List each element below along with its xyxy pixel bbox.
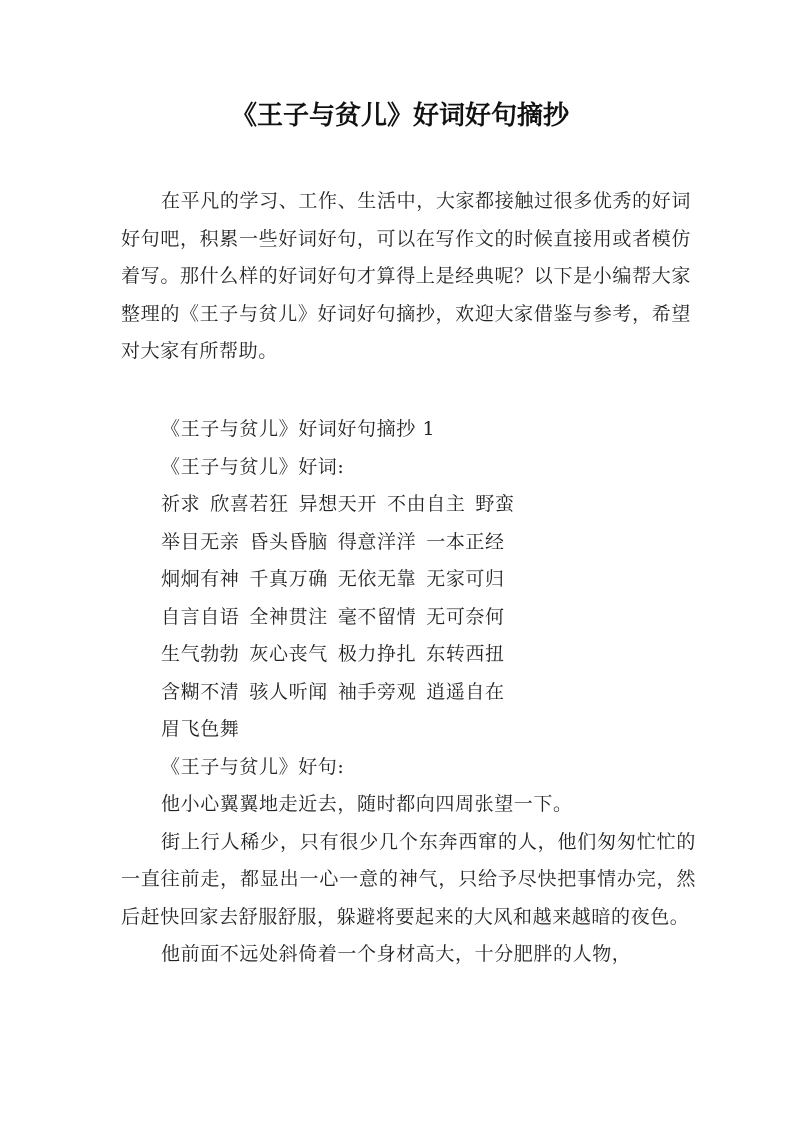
words-heading: 《王子与贫儿》好词:	[161, 455, 345, 478]
word-row	[121, 711, 696, 749]
document-title: 《王子与贫儿》好词好句摘抄	[230, 101, 569, 131]
word-item: 毫不留情	[337, 605, 417, 628]
word-item: 东转西扭	[426, 643, 505, 665]
word-row	[121, 636, 696, 674]
word-row	[121, 674, 696, 712]
word-item: 逍遥自在	[426, 680, 505, 703]
word-item: 灰心丧气	[249, 643, 328, 665]
word-item: 得意洋洋	[337, 530, 417, 553]
word-item: 一本正经	[426, 530, 505, 553]
word-item: 昏头昏脑	[249, 530, 328, 553]
word-item: 袖手旁观	[337, 680, 417, 703]
word-item: 无家可归	[426, 568, 505, 590]
content-body	[121, 411, 696, 974]
sentence-paragraph: 他小心翼翼地走近去，随时都向四周张望一下。	[161, 793, 573, 815]
word-item: 眉飞色舞	[161, 718, 240, 740]
word-item: 全神贯注	[249, 605, 328, 628]
word-list	[121, 486, 696, 749]
sentence-paragraph: 他前面不远处斜倚着一个身材高大，十分肥胖的人物，	[161, 943, 632, 965]
sentences-heading: 《王子与贫儿》好句:	[161, 755, 345, 778]
word-item: 自言自语	[161, 605, 240, 628]
sentence-paragraph: 街上行人稀少，只有很少几个东奔西窜的人，他们匆匆忙忙的一直往前走，都显出一心一意的神气，只给予尽快把事情办完，然后赶快回家去舒服舒服，躲避将要起来的大风和越来越暗的夜色。	[121, 830, 696, 928]
intro-paragraph	[121, 183, 691, 371]
intro-text: 在平凡的学习、工作、生活中，大家都接触过很多优秀的好词好句吧，积累一些好词好句，可以在写作文的时候直接用或者模仿着写。那什么样的好词好句才算得上是经典呢？以下是小编帮大家整理的《王子与贫儿》好词好句摘抄，欢迎大家借鉴与参考，希望对大家有所帮助。	[121, 190, 691, 362]
word-item: 生气勃勃	[161, 643, 240, 665]
word-row	[121, 486, 696, 524]
word-item: 极力挣扎	[337, 643, 417, 665]
word-item: 欣喜若狂	[210, 493, 289, 515]
word-item: 含糊不清	[161, 680, 240, 703]
word-row	[121, 524, 696, 562]
sentence-list	[121, 786, 696, 974]
word-row	[121, 561, 696, 599]
word-item: 无依无靠	[337, 568, 417, 590]
word-item: 祈求	[161, 493, 201, 515]
section-heading: 《王子与贫儿》好词好句摘抄 1	[161, 418, 436, 440]
word-item: 异想天开	[298, 493, 378, 515]
word-item: 炯炯有神	[161, 568, 240, 590]
word-item: 野蛮	[475, 493, 515, 515]
word-item: 无可奈何	[426, 605, 505, 628]
word-item: 千真万确	[249, 568, 328, 590]
word-item: 不由自主	[387, 493, 466, 515]
word-item: 骇人听闻	[249, 680, 328, 703]
word-item: 举目无亲	[161, 530, 240, 553]
word-row	[121, 599, 696, 637]
